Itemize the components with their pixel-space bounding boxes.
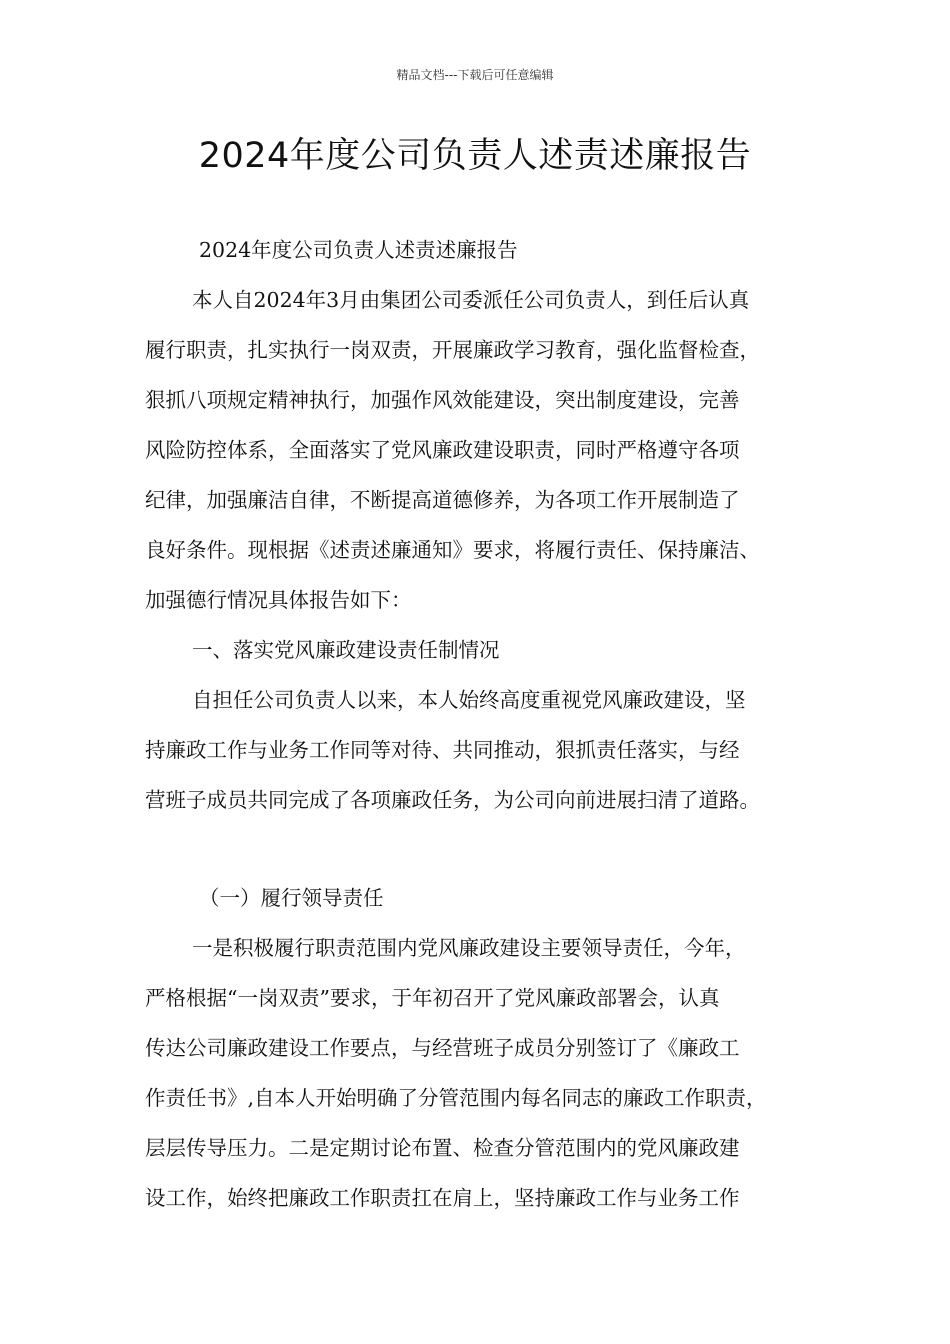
subsection-heading: （一）履行领导责任	[199, 886, 384, 910]
paragraph-line: 设工作，始终把廉政工作职责扛在肩上，坚持廉政工作与业务工作	[145, 1186, 740, 1210]
paragraph-line: 风险防控体系，全面落实了党风廉政建设职责，同时严格遵守各项	[145, 438, 740, 462]
header-note: 精品文档---下载后可任意编辑	[396, 68, 554, 82]
document-title: 2024年度公司负责人述责述廉报告	[198, 136, 752, 176]
paragraph-line: 严格根据“一岗双责”要求，于年初召开了党风廉政部署会，认真	[145, 986, 720, 1010]
paragraph-line: 自担任公司负责人以来，本人始终高度重视党风廉政建设，坚	[192, 688, 746, 712]
paragraph-line: 作责任书》,自本人开始明确了分管范围内每名同志的廉政工作职责，	[145, 1086, 767, 1110]
subtitle-line: 2024年度公司负责人述责述廉报告	[199, 238, 518, 262]
paragraph-line: 狠抓八项规定精神执行，加强作风效能建设，突出制度建设，完善	[145, 388, 740, 412]
paragraph-line: 层层传导压力。二是定期讨论布置、检查分管范围内的党风廉政建	[145, 1136, 740, 1160]
paragraph-line: 良好条件。现根据《述责述廉通知》要求，将履行责任、保持廉洁、	[145, 538, 760, 562]
paragraph-line: 持廉政工作与业务工作同等对待、共同推动，狠抓责任落实，与经	[145, 738, 740, 762]
paragraph-line: 履行职责，扎实执行一岗双责，开展廉政学习教育，强化监督检查，	[145, 338, 760, 362]
paragraph-line: 本人自2024年3月由集团公司委派任公司负责人，到任后认真	[192, 288, 750, 312]
body-block-1	[145, 225, 827, 825]
paragraph-line: 营班子成员共同完成了各项廉政任务，为公司向前进展扫清了道路。	[145, 788, 760, 812]
section-heading: 一、落实党风廉政建设责任制情况	[192, 638, 500, 662]
paragraph-line: 传达公司廉政建设工作要点，与经营班子成员分别签订了《廉政工	[145, 1036, 740, 1060]
paragraph-line: 加强德行情况具体报告如下：	[145, 588, 412, 612]
body-block-2	[145, 873, 827, 1223]
paragraph-line: 纪律，加强廉洁自律，不断提高道德修养，为各项工作开展制造了	[145, 488, 740, 512]
paragraph-line: 一是积极履行职责范围内党风廉政建设主要领导责任，今年，	[192, 936, 746, 960]
